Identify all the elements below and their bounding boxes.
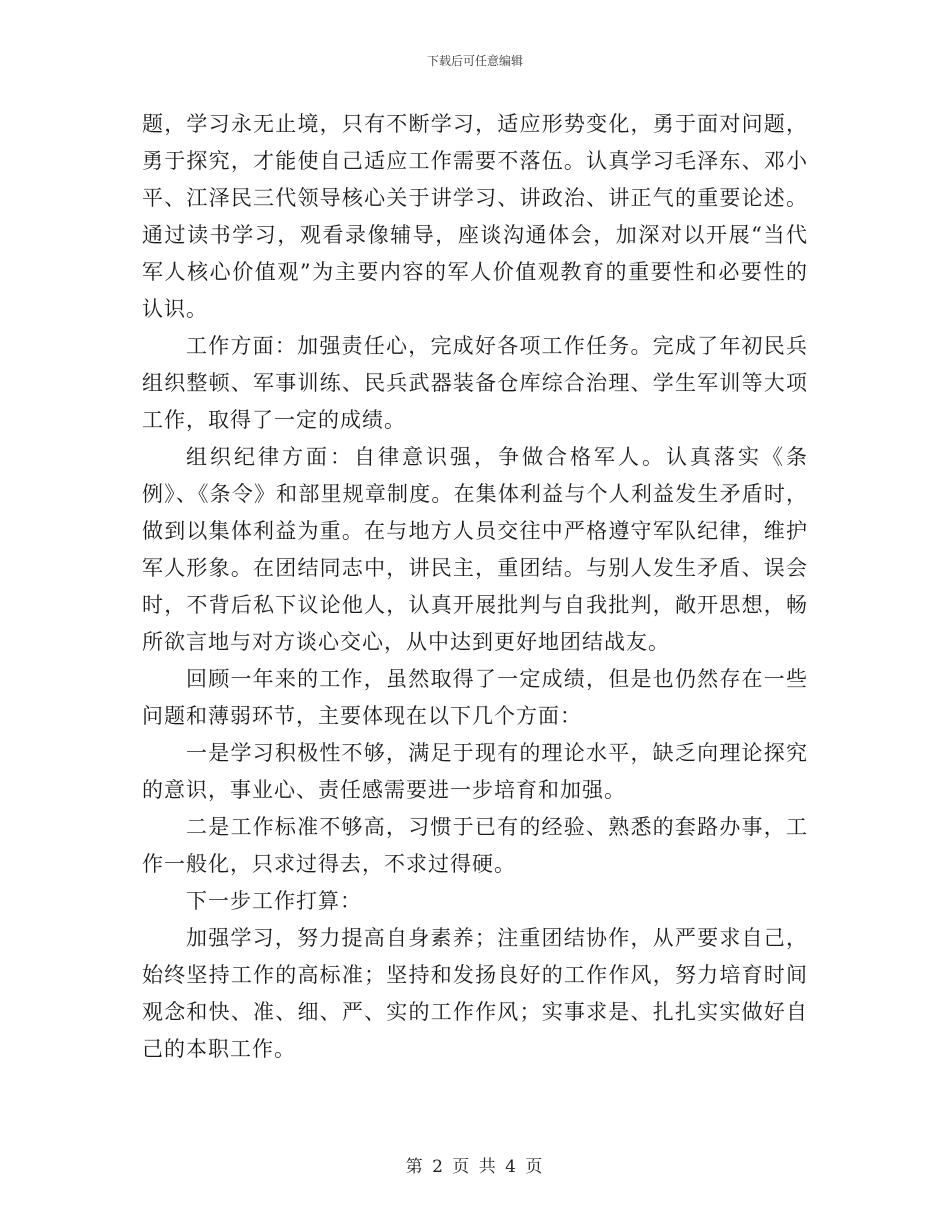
paragraph-issue-one: 一是学习积极性不够，满足于现有的理论水平，缺乏向理论探究的意识，事业心、责任感需要进一步培育和加强。 (142, 741, 808, 802)
paragraph-next-steps: 加强学习，努力提高自身素养；注重团结协作，从严要求自己，始终坚持工作的高标准；坚持和发扬良好的工作作风，努力培育时间观念和快、准、细、严、实的工作作风；实事求是、扎扎实实做好自己的本职工作。 (142, 926, 808, 1061)
header-note: 下载后可任意编辑 (426, 54, 523, 68)
paragraph-discipline: 组织纪律方面：自律意识强，争做合格军人。认真落实《条例》、《条令》和部里规章制度。在集体利益与个人利益发生矛盾时，做到以集体利益为重。在与地方人员交往中严格遵守军队纪律，维护军人形象。在团结同志中，讲民主，重团结。与别人发生矛盾、误会时，不背后私下议论他人，认真开展批判与自我批判，敞开思想，畅所欲言地与对方谈心交心，从中达到更好地团结战友。 (142, 445, 808, 654)
page-number-footer: 第 2 页 共 4 页 (405, 1157, 545, 1177)
document-body (142, 106, 808, 1068)
paragraph-review: 回顾一年来的工作，虽然取得了一定成绩，但是也仍然存在一些问题和薄弱环节，主要体现在以下几个方面： (142, 667, 808, 728)
paragraph-issue-two: 二是工作标准不够高，习惯于已有的经验、熟悉的套路办事，工作一般化，只求过得去，不求过得硬。 (142, 815, 808, 876)
paragraph-next-steps-heading: 下一步工作打算： (186, 889, 362, 913)
paragraph-work: 工作方面：加强责任心，完成好各项工作任务。完成了年初民兵组织整顿、军事训练、民兵武器装备仓库综合治理、学生军训等大项工作，取得了一定的成绩。 (142, 334, 808, 432)
paragraph-study: 题，学习永无止境，只有不断学习，适应形势变化，勇于面对问题，勇于探究，才能使自己适应工作需要不落伍。认真学习毛泽东、邓小平、江泽民三代领导核心关于讲学习、讲政治、讲正气的重要论述。通过读书学习，观看录像辅导，座谈沟通体会，加深对以开展“当代军人核心价值观”为主要内容的军人价值观教育的重要性和必要性的认识。 (142, 112, 808, 321)
